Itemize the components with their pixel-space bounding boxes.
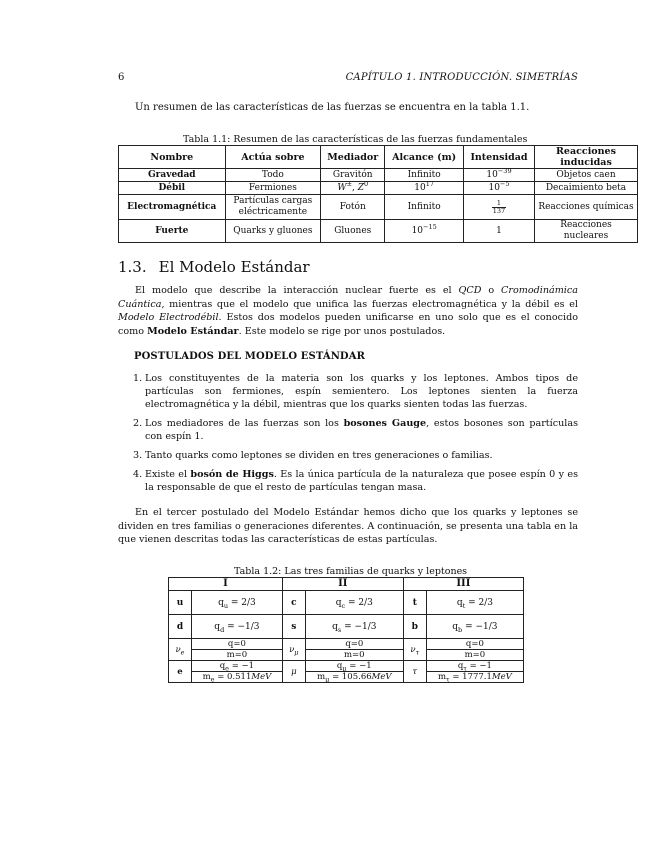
item-number: 2.	[133, 418, 143, 429]
postulates-heading: POSTULADOS DEL MODELO ESTÁNDAR	[134, 351, 365, 362]
exponent: −15	[423, 222, 437, 231]
m: m	[202, 672, 211, 682]
denominator: 137	[492, 206, 506, 215]
base: 10	[486, 169, 498, 180]
sub: b	[458, 625, 463, 634]
item-number: 3.	[133, 450, 143, 461]
value: = −1	[346, 661, 372, 671]
table-header-row	[169, 578, 524, 591]
cell: m=0	[426, 650, 523, 661]
table-row	[119, 182, 638, 195]
m: m	[437, 672, 447, 682]
cell	[192, 672, 283, 683]
cell	[305, 615, 403, 639]
sub: e	[225, 664, 230, 673]
col-header: Actúa sobre	[225, 146, 321, 169]
col-header: Intensidad	[463, 146, 534, 169]
value: = −1	[229, 661, 255, 671]
sub: τ	[446, 675, 450, 684]
cell: Quarks y gluones	[225, 220, 321, 243]
chapter-title: CAPÍTULO 1. INTRODUCCIÓN. SIMETRÍAS	[345, 72, 578, 83]
particle-symbol: c	[282, 591, 305, 615]
q: q	[457, 661, 464, 671]
table-row	[169, 672, 524, 683]
nu: ν	[410, 644, 416, 655]
list-item	[118, 449, 578, 462]
table2-caption: Tabla 1.2: Las tres familias de quarks y leptones	[234, 566, 468, 577]
cell: Fermiones	[225, 182, 321, 195]
table-row	[169, 639, 524, 650]
item-text: Tanto quarks como leptones se dividen en tres generaciones o familias.	[145, 450, 493, 461]
cell	[385, 179, 464, 195]
cell: Reacciones químicas	[535, 195, 638, 220]
particle-symbol	[282, 639, 305, 661]
unit: MeV	[371, 672, 392, 682]
table-header-row	[119, 146, 638, 169]
sub: μ	[294, 648, 299, 657]
value: = 2/3	[345, 597, 373, 608]
cell: Fotón	[321, 195, 385, 220]
cell	[305, 661, 403, 672]
cell	[463, 179, 534, 195]
boson-z: Z	[357, 182, 365, 193]
particle-symbol: μ	[282, 661, 305, 683]
value: = 0.511	[214, 672, 252, 682]
separator: ,	[352, 182, 358, 193]
section-heading	[118, 258, 310, 276]
col-header: Nombre	[119, 146, 226, 169]
text-run: , mientras que el modelo que unifica las fuerzas electromagnética y la débil es el	[161, 298, 578, 310]
cell: Infinito	[385, 195, 464, 220]
force-name: Electromagnética	[119, 195, 226, 220]
cell: q=0	[426, 639, 523, 650]
intro-sentence: Un resumen de las características de las fuerzas se encuentra en la tabla 1.1.	[135, 102, 530, 113]
q: q	[214, 621, 221, 632]
term-modelo-estandar: Modelo Estándar	[147, 325, 239, 337]
particle-symbol	[169, 639, 192, 661]
cell: Objetos caen	[535, 169, 638, 182]
table-row	[169, 615, 524, 639]
sub: μ	[342, 664, 347, 673]
cell: Infinito	[385, 169, 464, 182]
force-name: Gravedad	[119, 169, 226, 182]
term-qcd: QCD	[458, 285, 482, 296]
value: = −1/3	[341, 621, 377, 632]
table-row	[169, 591, 524, 615]
sub: t	[462, 601, 466, 610]
value: = 105.66	[329, 672, 372, 682]
q: q	[335, 597, 342, 608]
list-item	[118, 417, 578, 443]
section-number: 1.3.	[118, 258, 147, 276]
numerator: 1	[492, 200, 506, 208]
sub: u	[223, 601, 229, 610]
fraction	[492, 200, 506, 215]
particle-symbol: τ	[403, 661, 426, 683]
forces-table	[118, 145, 638, 243]
term-electrodebil: Modelo Electrodébil	[118, 312, 219, 323]
list-item	[118, 372, 578, 411]
cell: Decaimiento beta	[535, 182, 638, 195]
cell: 1	[463, 220, 534, 243]
page-number: 6	[118, 72, 125, 83]
cell: Todo	[225, 169, 321, 182]
cell	[305, 672, 403, 683]
paragraph: En el tercer postulado del Modelo Estándar hemos dicho que los quarks y leptones se dividen en tres familias o generaciones diferentes. A continuación, se presenta una tabla en la que vienen descritas todas las características de estas partículas.	[118, 507, 578, 545]
paragraph	[118, 284, 578, 338]
cell	[225, 195, 321, 220]
cell: Gluones	[321, 220, 385, 243]
cell	[426, 615, 523, 639]
item-text: Los constituyentes de la materia son los quarks y los leptones. Ambos tipos de partículas son fermiones, espín semientero. Los leptones sienten la fuerza electromagnética y la débil, mientras que los quarks sienten todas las fuerzas.	[145, 373, 578, 410]
nu: ν	[175, 644, 181, 655]
cell	[321, 179, 385, 195]
text-run: . Estos dos modelos pueden unificarse en uno solo que es el conocido como	[118, 312, 578, 337]
item-text: , estos bosones son partículas con espín 1.	[145, 418, 578, 442]
q: q	[452, 621, 459, 632]
sub: c	[341, 601, 346, 610]
col-header: Alcance (m)	[385, 146, 464, 169]
particle-symbol: d	[169, 615, 192, 639]
line: eléctricamente	[238, 207, 308, 217]
cell	[463, 195, 534, 220]
particle-symbol: t	[403, 591, 426, 615]
sub: τ	[463, 664, 467, 673]
table-row	[119, 169, 638, 182]
item-text: . Es la única partícula de la naturaleza que posee espín 0 y es la responsable de que el resto de partículas tengan masa.	[145, 469, 578, 493]
value: = 2/3	[465, 597, 493, 608]
cell: m=0	[305, 650, 403, 661]
cell: q=0	[192, 639, 283, 650]
cell: Gravitón	[321, 169, 385, 182]
unit: MeV	[491, 672, 512, 682]
postulates-list	[118, 372, 578, 500]
q: q	[332, 621, 338, 632]
table-row	[119, 195, 638, 220]
q: q	[219, 661, 226, 671]
particle-symbol: b	[403, 615, 426, 639]
text-run: El modelo que describe la interacción nuclear fuerte es el	[135, 285, 459, 296]
item-number: 4.	[133, 469, 143, 480]
value: = 2/3	[228, 597, 256, 608]
cell	[192, 661, 283, 672]
boson-w: W	[337, 182, 347, 193]
family-header: I	[169, 578, 283, 591]
base: 10	[488, 182, 500, 193]
base: 10	[411, 225, 424, 236]
value: = −1/3	[462, 621, 498, 632]
cell	[385, 220, 464, 243]
cell	[305, 591, 403, 615]
exponent: −39	[497, 166, 512, 175]
item-bold: bosones Gauge	[343, 418, 427, 429]
value: = −1/3	[224, 621, 260, 632]
families-table	[168, 577, 524, 683]
base: 10	[414, 182, 426, 193]
table1-caption: Tabla 1.1: Resumen de las características de las fuerzas fundamentales	[183, 134, 528, 145]
value: = 1777.1	[449, 672, 492, 682]
exponent: 17	[425, 179, 435, 188]
cell: Reacciones nucleares	[535, 220, 638, 243]
cell: q=0	[305, 639, 403, 650]
cell	[192, 615, 283, 639]
particle-symbol: e	[169, 661, 192, 683]
line: Partículas cargas	[233, 196, 313, 206]
col-header: Mediador	[321, 146, 385, 169]
sub: e	[210, 675, 215, 684]
sub: d	[220, 625, 225, 634]
q: q	[218, 597, 224, 608]
cell	[426, 672, 523, 683]
col-header: Reacciones inducidas	[535, 146, 638, 169]
item-text: Los mediadores de las fuerzas son los	[145, 418, 344, 429]
boson-w-charge: ±	[346, 179, 353, 188]
cell	[426, 661, 523, 672]
sub: τ	[415, 648, 420, 657]
particle-symbol: s	[282, 615, 305, 639]
q: q	[456, 597, 463, 608]
exponent: −5	[499, 179, 510, 188]
cell: m=0	[192, 650, 283, 661]
item-text: Existe el	[145, 469, 191, 480]
cell	[192, 591, 283, 615]
unit: MeV	[251, 672, 272, 682]
list-item	[118, 468, 578, 494]
table-row	[169, 661, 524, 672]
item-number: 1.	[133, 373, 143, 384]
term-cromodinamica: Cromodinámica Cuántica	[118, 285, 578, 310]
boson-z-charge: 0	[364, 179, 369, 188]
family-header: III	[403, 578, 523, 591]
table-row	[119, 220, 638, 243]
sub: e	[180, 648, 185, 657]
particle-symbol: u	[169, 591, 192, 615]
cell	[426, 591, 523, 615]
sub: μ	[325, 675, 330, 684]
text-run: o	[481, 285, 502, 296]
item-bold: bosón de Higgs	[190, 469, 274, 480]
force-name: Fuerte	[119, 220, 226, 243]
q: q	[336, 661, 343, 671]
section-title: El Modelo Estándar	[158, 258, 310, 276]
nu: ν	[289, 644, 295, 655]
family-header: II	[282, 578, 403, 591]
table-row	[169, 650, 524, 661]
text-run: . Este modelo se rige por unos postulados.	[238, 325, 446, 337]
sub: s	[337, 625, 342, 634]
force-name: Débil	[119, 182, 226, 195]
value: = −1	[466, 661, 492, 671]
particle-symbol	[403, 639, 426, 661]
m: m	[317, 672, 326, 682]
